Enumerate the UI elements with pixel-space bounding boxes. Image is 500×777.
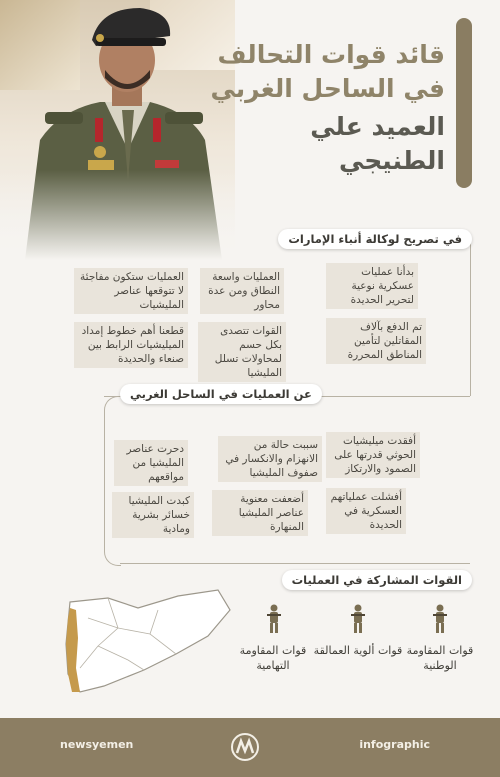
- timeline-line: [470, 242, 471, 380]
- statement-item: العمليات ستكون مفاجئة لا تتوقعها عناصر المليشيات: [74, 268, 188, 314]
- statement-item: بدأنا عمليات عسكرية نوعية لتحرير الحديدة: [326, 263, 418, 309]
- section-label-operations: عن العمليات في الساحل الغربي: [120, 384, 322, 404]
- force-label: قوات المقاومة التهامية: [239, 644, 307, 672]
- force-label: قوات ألوية العمالقة: [313, 644, 403, 657]
- title-accent-bar: [456, 18, 472, 188]
- operations-item: أضعفت معنوية عناصر المليشيا المنهارة: [212, 490, 308, 536]
- title-line-1: قائد قوات التحالف: [217, 40, 445, 69]
- operations-item: دحرت عناصر المليشيا من مواقعهم: [114, 440, 188, 486]
- section-label-forces: القوات المشاركة في العمليات: [282, 570, 472, 590]
- section-label-statement: في تصريح لوكالة أنباء الإمارات: [278, 229, 472, 249]
- operations-item: كبدت المليشيا خسائر بشرية ومادية: [112, 492, 194, 538]
- statement-item: القوات تتصدى بكل حسم لمحاولات تسلل المليشيا: [198, 322, 286, 382]
- officer-name: [185, 110, 445, 178]
- statement-item: قطعنا أهم خطوط إمداد الميليشيات الرابط بين صنعاء والحديدة: [74, 322, 188, 368]
- operations-item: أفشلت عملياتهم العسكرية في الحديدة: [326, 488, 406, 534]
- soldier-icon: [350, 604, 366, 634]
- name-line-2: الطنيجي: [338, 146, 445, 175]
- page-title: [185, 38, 445, 106]
- force-label: قوات المقاومة الوطنية: [406, 644, 474, 672]
- title-line-2: في الساحل الغربي: [210, 74, 445, 103]
- yemen-map: [58, 588, 238, 700]
- footer-brand: newsyemen: [60, 738, 134, 751]
- name-line-1: العميد علي: [310, 112, 445, 141]
- statement-item: العمليات واسعة النطاق ومن عدة محاور: [200, 268, 284, 314]
- operations-item: أفقدت ميليشيات الحوثي قدرتها على الصمود والارتكاز: [326, 432, 420, 478]
- statement-item: تم الدفع بآلاف المقاتلين لتأمين المناطق المحررة: [326, 318, 426, 364]
- footer-type: infographic: [359, 738, 430, 751]
- soldier-icon: [432, 604, 448, 634]
- footer-bar: [0, 718, 500, 777]
- soldier-icon: [266, 604, 282, 634]
- operations-item: سببت حالة من الانهزام والانكسار في صفوف المليشيا: [218, 436, 322, 482]
- newsyemen-logo-icon: [228, 732, 262, 762]
